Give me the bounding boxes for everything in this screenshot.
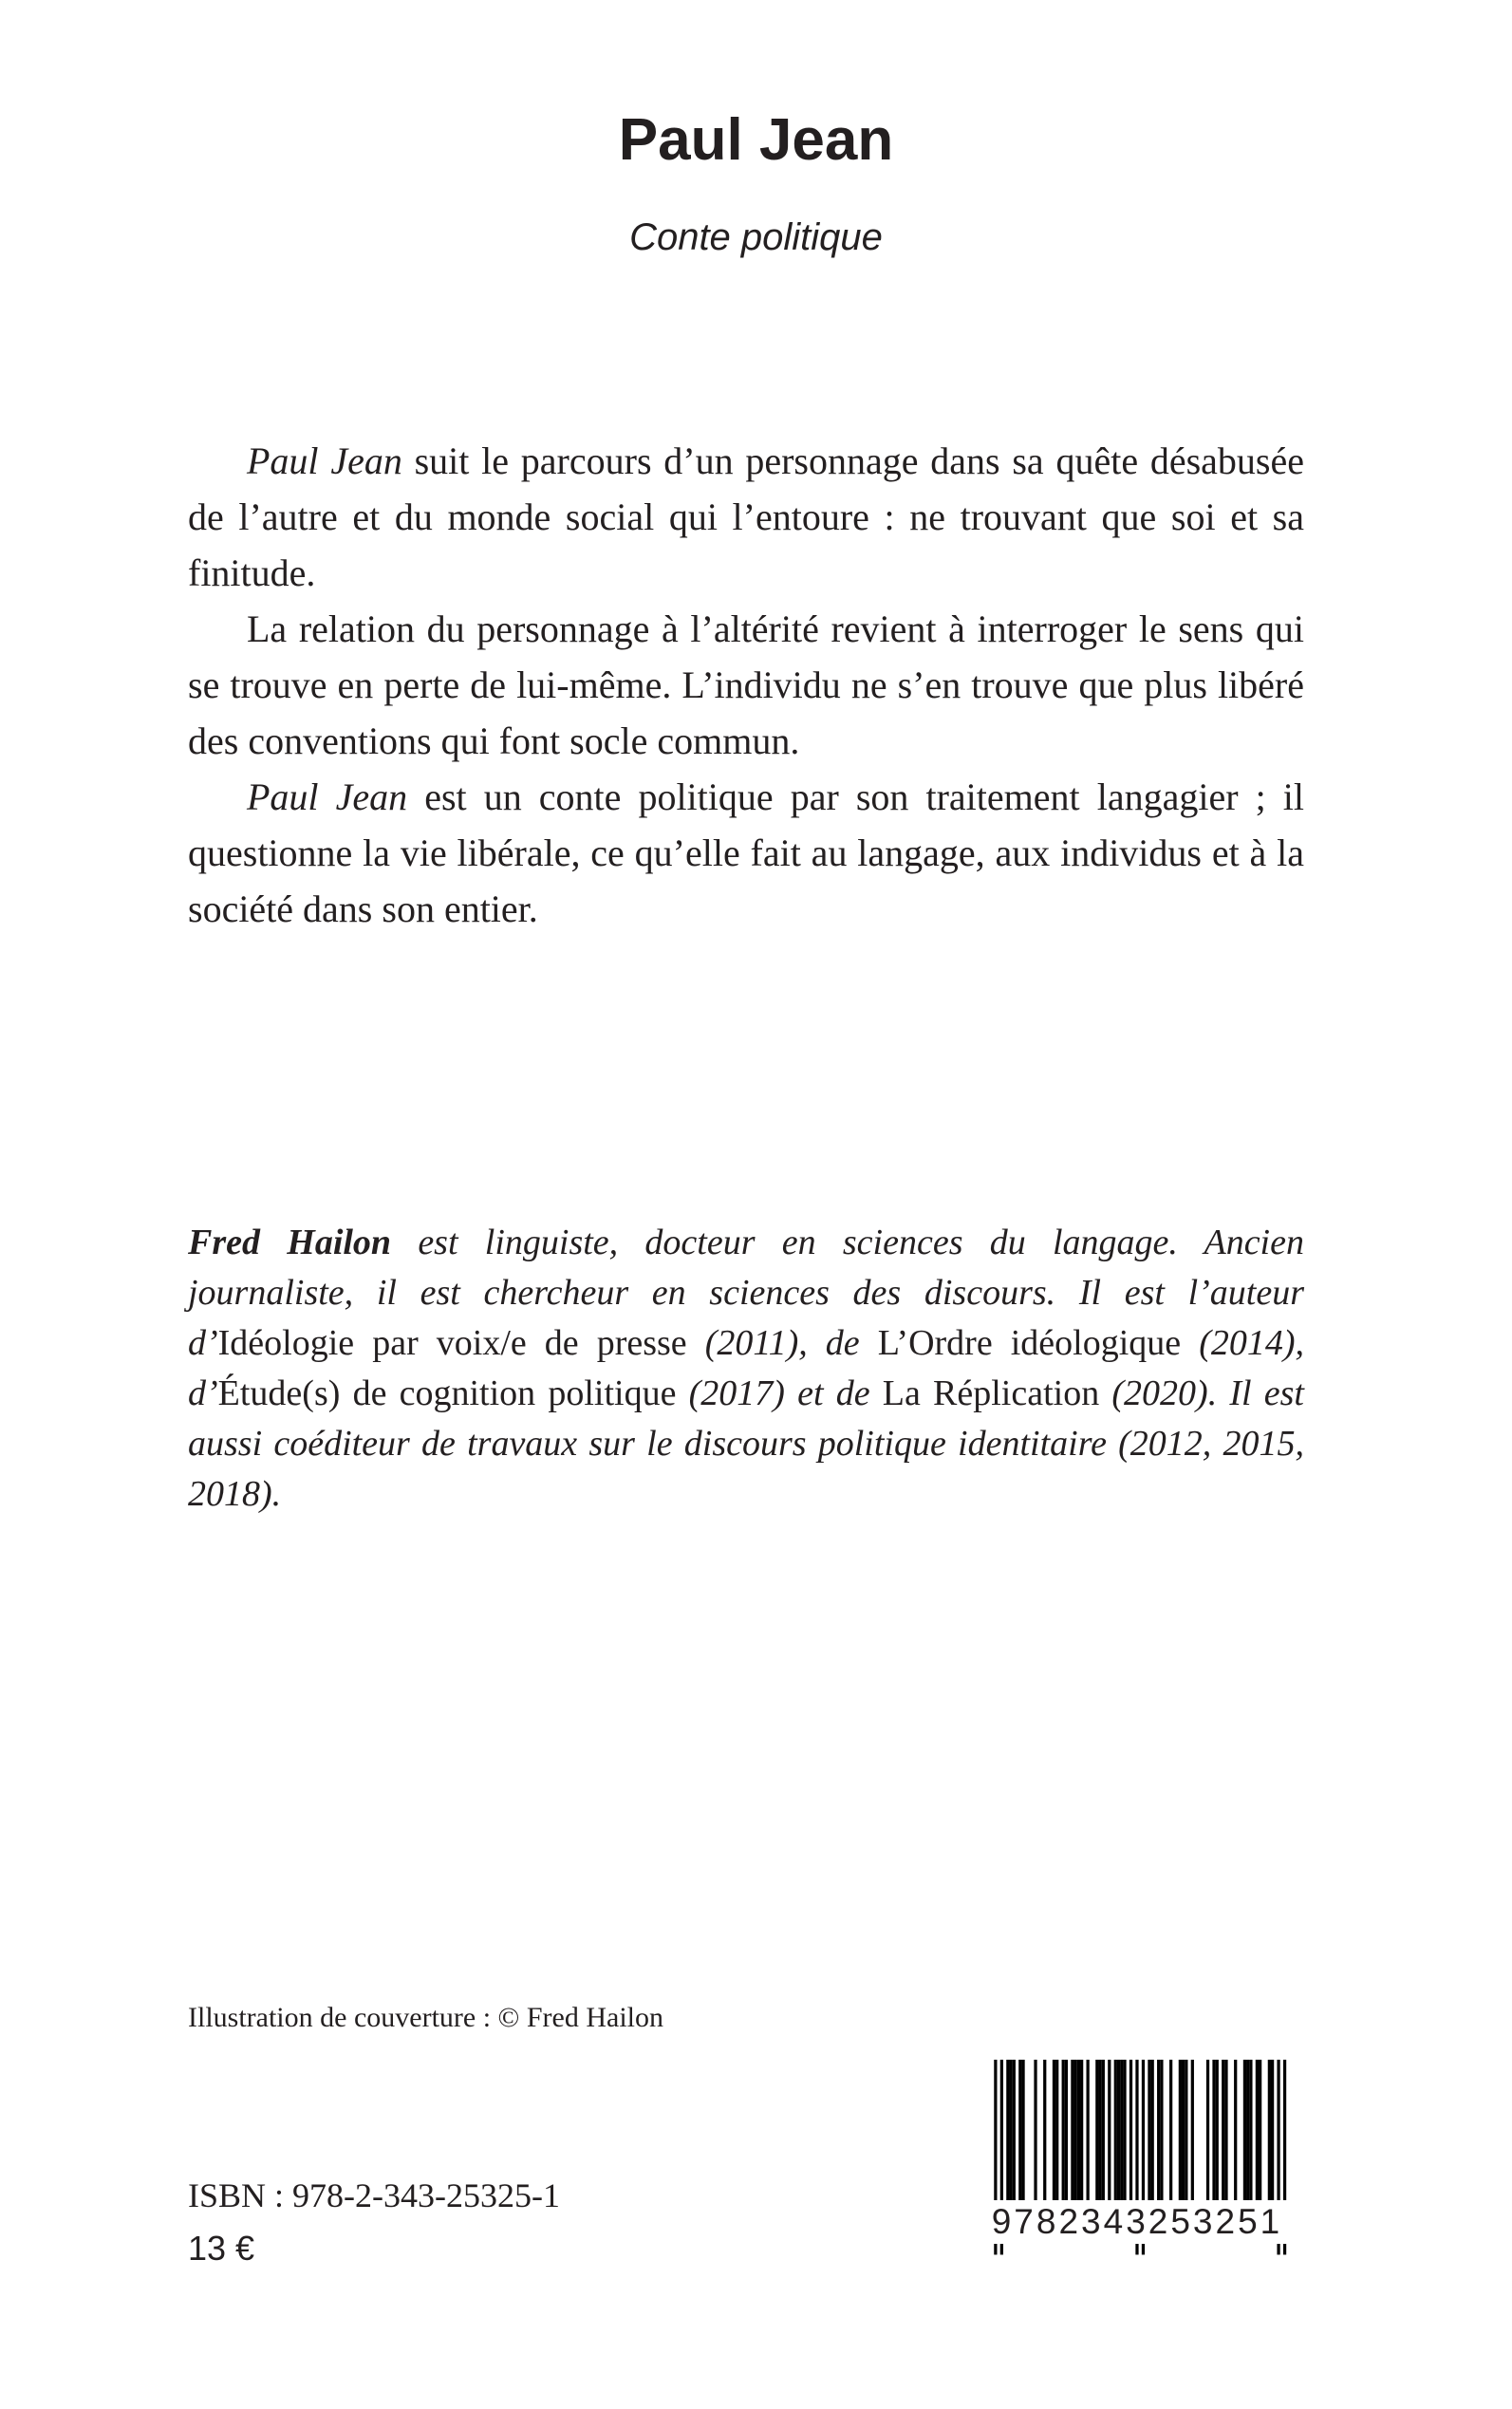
book-title-2: L’Ordre idéologique xyxy=(877,1323,1182,1363)
isbn: ISBN : 978-2-343-25325-1 xyxy=(188,2176,560,2214)
bio-text-5: (2020). Il est aussi coéditeur de travaux sur le discours politique identitaire (2012, 2015, 2018). xyxy=(188,1373,1304,1514)
bio-text-2: (2011), de xyxy=(686,1323,878,1363)
book-subtitle: Conte politique xyxy=(629,216,883,258)
author-name: Fred Hailon xyxy=(188,1223,392,1262)
book-title: Paul Jean xyxy=(618,107,894,173)
summary-paragraph-2: La relation du personnage à l’altérité revient à interroger le sens qui se trouve en perte de lui-même. L’individu ne s’en trouve que plus libéré des conventions qui font socle commun. xyxy=(188,607,1304,762)
book-title-3: Étude(s) de cognition politique xyxy=(217,1373,677,1413)
book-title-1: Idéologie par voix/e de presse xyxy=(217,1323,687,1363)
summary-paragraph-1-text: suit le parcours d’un personnage dans sa quête désabusée de l’autre et du monde social qui l’entoure : ne trouvant que soi et sa finitude. xyxy=(188,439,1304,594)
book-title-4: La Réplication xyxy=(882,1373,1100,1413)
summary-paragraph-3 xyxy=(188,769,1304,937)
author-bio xyxy=(188,1218,1304,1520)
summary-text xyxy=(188,433,1304,937)
barcode-digits: 9782343253251 xyxy=(957,2200,1317,2244)
summary-title-ref-2: Paul Jean xyxy=(247,775,408,818)
author-bio-paragraph xyxy=(188,1218,1304,1520)
bio-text-4: (2017) et de xyxy=(676,1373,883,1413)
price: 13 € xyxy=(188,2229,255,2268)
summary-title-ref: Paul Jean xyxy=(247,439,402,482)
barcode xyxy=(961,2060,1311,2278)
bio-text-3: (2014), d’ xyxy=(188,1323,1304,1413)
bio-text-1: est linguiste, docteur en sciences du langage. Ancien journaliste, il est chercheur en sciences des discours. Il est l’auteur d’ xyxy=(188,1223,1304,1363)
summary-paragraph-1 xyxy=(188,433,1304,601)
summary-paragraph-3-text: est un conte politique par son traitement langagier ; il questionne la vie libérale, ce qu’elle fait au langage, aux individus et à la société dans son entier. xyxy=(188,775,1304,930)
cover-credit: Illustration de couverture : © Fred Hailon xyxy=(188,2002,663,2033)
